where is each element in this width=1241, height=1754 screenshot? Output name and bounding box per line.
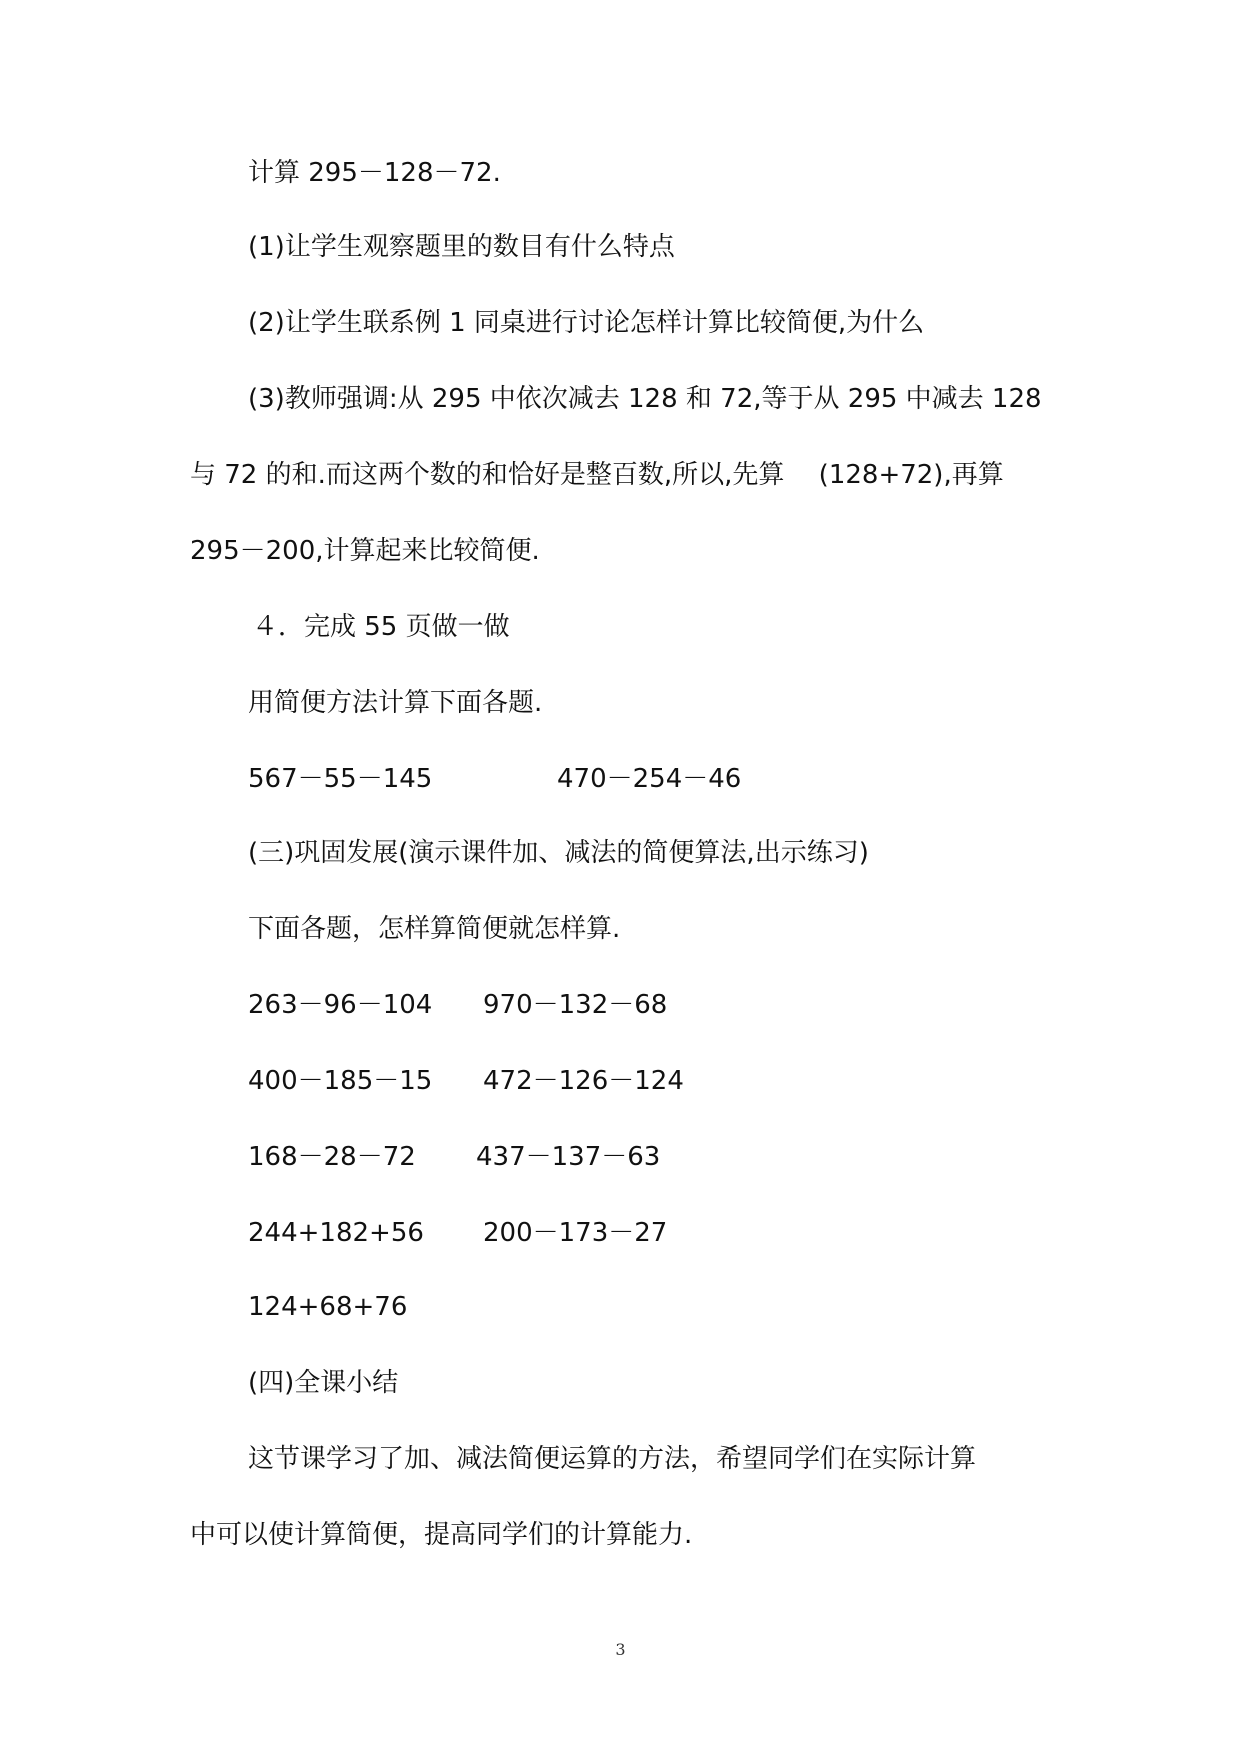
exercise-item: 244+182+56 <box>248 1218 424 1248</box>
exercise-item: 472－126－124 <box>483 1066 684 1096</box>
exercise-item: 470－254－46 <box>557 764 742 794</box>
exercise-item: 400－185－15 <box>248 1066 433 1096</box>
text-line-step-3-cont-2: 295－200,计算起来比较简便. <box>190 536 540 566</box>
text-line-calc-295: 计算 295－128－72. <box>248 158 501 188</box>
text-line-step-2: (2)让学生联系例 1 同桌进行讨论怎样计算比较简便,为什么 <box>248 308 925 338</box>
section-heading-3: (三)巩固发展(演示课件加、减法的简便算法,出示练习) <box>248 838 869 868</box>
text-line-instruction-2: 下面各题，怎样算简便就怎样算. <box>248 914 621 944</box>
text-line-instruction: 用简便方法计算下面各题. <box>248 688 543 718</box>
exercise-item: 970－132－68 <box>483 990 668 1020</box>
exercise-item: 567－55－145 <box>248 764 433 794</box>
page-number: 3 <box>615 1640 626 1659</box>
exercise-item: 168－28－72 <box>248 1142 416 1172</box>
text-line-step-1: (1)让学生观察题里的数目有什么特点 <box>248 232 675 262</box>
exercise-item: 124+68+76 <box>248 1292 408 1322</box>
exercise-item: 437－137－63 <box>476 1142 661 1172</box>
text-line-step-3: (3)教师强调:从 295 中依次减去 128 和 72,等于从 295 中减去 128 <box>248 384 1042 414</box>
exercise-item: 200－173－27 <box>483 1218 668 1248</box>
text-line-section-4: ４．完成 55 页做一做 <box>252 612 510 642</box>
text-line-summary-cont: 中可以使计算简便，提高同学们的计算能力. <box>190 1520 693 1550</box>
text-line-step-3-cont-1: 与 72 的和.而这两个数的和恰好是整百数,所以,先算 (128+72),再算 <box>190 460 1004 490</box>
section-heading-4: (四)全课小结 <box>248 1368 399 1398</box>
text-line-summary: 这节课学习了加、减法简便运算的方法，希望同学们在实际计算 <box>248 1444 977 1474</box>
exercise-item: 263－96－104 <box>248 990 433 1020</box>
